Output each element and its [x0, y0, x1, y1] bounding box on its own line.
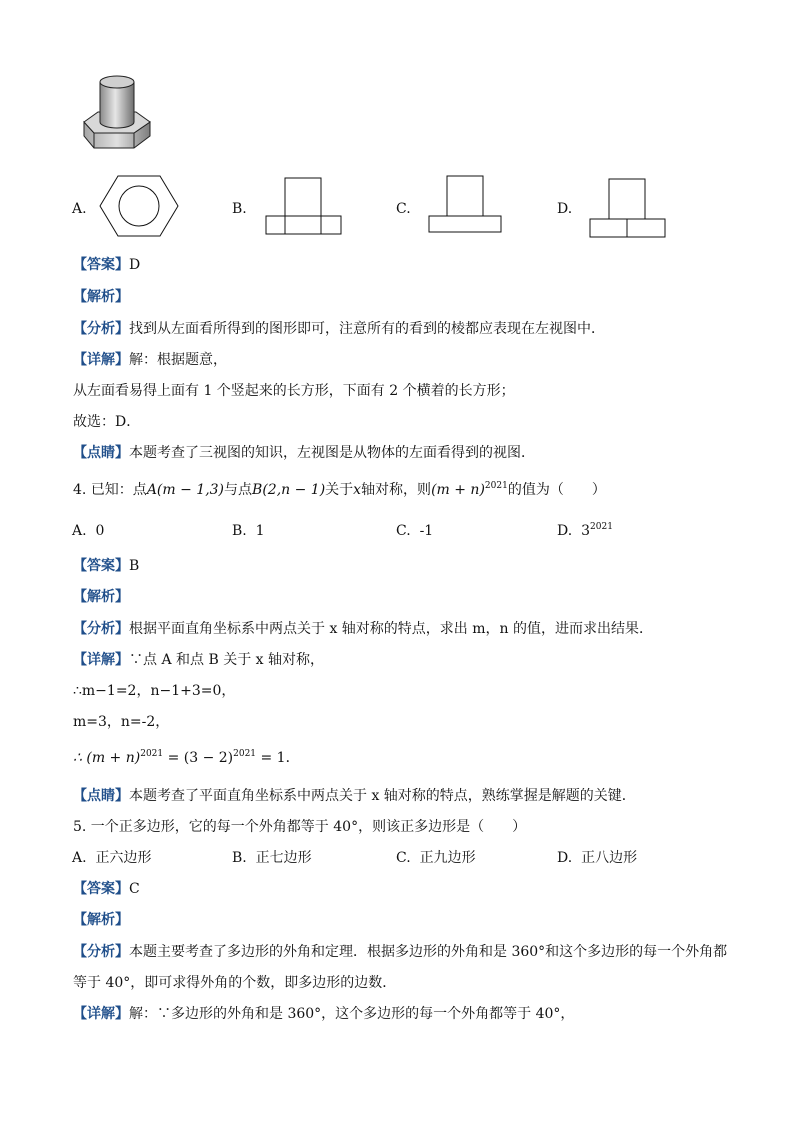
q5-stem: 5. 一个正多边形，它的每一个外角都等于 40°，则该正多边形是（ ） [73, 819, 527, 835]
q4-option-a-letter: A. [72, 523, 87, 539]
q4-option-d-value: 3 [581, 523, 591, 539]
dianjing-tag: 【点睛】 [73, 788, 129, 804]
q3-option-b-figure [265, 177, 343, 237]
q5-option-d-letter: D. [557, 850, 573, 866]
q4-step-3-mid: = (3 − 2) [163, 750, 234, 766]
fenxi-tag: 【分析】 [73, 321, 129, 337]
q4-stem [73, 481, 606, 499]
q5-option-b-value: 正七边形 [255, 850, 312, 866]
q4-step-2: m=3，n=-2， [73, 714, 170, 730]
xiangjie-tag: 【详解】 [73, 352, 129, 368]
q4-option-d-exponent: 2021 [590, 522, 613, 532]
answer-tag: 【答案】 [73, 881, 129, 897]
fenxi-text: 根据平面直角坐标系中两点关于 x 轴对称的特点，求出 m，n 的值，进而求出结果． [129, 621, 653, 637]
q5-answer-line [73, 880, 140, 898]
q4-jiexi-heading: 【解析】 [73, 589, 129, 605]
q4-point-a: A(m − 1,3) [146, 482, 225, 498]
q5-fenxi-line [73, 943, 727, 961]
q4-expression: (m + n) [431, 482, 485, 498]
q5-option-c-letter: C. [396, 850, 411, 866]
q5-option-a-letter: A. [72, 850, 87, 866]
solid-cylinder-on-hex-prism-figure [80, 72, 160, 157]
dianjing-tag: 【点睛】 [73, 445, 129, 461]
dianjing-text: 本题考查了平面直角坐标系中两点关于 x 轴对称的特点，熟练掌握是解题的关键． [129, 788, 636, 804]
q4-step-3-lhs: ∴ (m + n) [73, 750, 141, 766]
xiangjie-text: 解：∵多边形的外角和是 360°，这个多边形的每一个外角都等于 40°， [129, 1006, 575, 1022]
q4-number: 4. [73, 482, 87, 498]
q4-fenxi-line [73, 620, 653, 638]
q3-option-a-hexagon-figure [98, 174, 180, 238]
answer-value: B [129, 558, 140, 574]
q4-option-d-letter: D. [557, 523, 573, 539]
q4-point-b: B(2,n − 1) [252, 482, 326, 498]
q3-solution-line-1: 从左面看易得上面有 1 个竖起来的长方形，下面有 2 个横着的长方形； [73, 383, 515, 399]
q4-step-3-rhs: = 1． [256, 750, 300, 766]
q3-jiexi-heading: 【解析】 [73, 289, 129, 305]
q3-option-b-letter: B. [232, 201, 247, 217]
q3-solution-line-2: 故选：D． [73, 414, 141, 430]
q4-option-d [557, 522, 613, 540]
xiangjie-tag: 【详解】 [73, 1006, 129, 1022]
q5-option-b [232, 849, 312, 867]
q5-xiangjie-line [73, 1005, 574, 1023]
q5-option-a-value: 正六边形 [95, 850, 152, 866]
q4-stem-text-e: 的值为（ ） [507, 482, 606, 498]
q3-option-d-figure [589, 178, 667, 240]
q5-jiexi-heading: 【解析】 [73, 912, 129, 928]
dianjing-text: 本题考查了三视图的知识，左视图是从物体的左面看得到的视图． [129, 445, 535, 461]
q4-stem-text-d: 轴对称，则 [361, 482, 432, 498]
q4-answer-line [73, 557, 139, 575]
q4-axis: x [353, 482, 362, 498]
q3-fenxi-line [73, 320, 605, 338]
q3-xiangjie-line [73, 351, 227, 369]
q3-dianjing-line [73, 444, 535, 462]
answer-tag: 【答案】 [73, 558, 129, 574]
q5-option-b-letter: B. [232, 850, 247, 866]
q3-option-c-letter: C. [396, 201, 411, 217]
q3-option-d-letter: D. [557, 201, 573, 217]
fenxi-tag: 【分析】 [73, 944, 129, 960]
q4-step-3-exp-2: 2021 [233, 749, 257, 759]
q4-dianjing-line [73, 787, 636, 805]
q4-step-1: ∴m−1=2，n−1+3=0， [73, 683, 236, 699]
fenxi-text: 本题主要考查了多边形的外角和定理．根据多边形的外角和是 360°和这个多边形的每一个外角都 [129, 944, 728, 960]
q3-answer-line [73, 256, 140, 274]
fenxi-tag: 【分析】 [73, 621, 129, 637]
q3-option-a-letter: A. [72, 201, 87, 217]
q3-option-c-figure [428, 175, 504, 235]
xiangjie-text: 解：根据题意， [129, 352, 227, 368]
q4-option-c-value: -1 [419, 523, 434, 539]
answer-tag: 【答案】 [73, 257, 129, 273]
q4-step-3-exp-1: 2021 [140, 749, 164, 759]
q4-stem-text-c: 关于 [325, 482, 354, 498]
fenxi-text: 找到从左面看所得到的图形即可，注意所有的看到的棱都应表现在左视图中． [129, 321, 605, 337]
q4-stem-text-b: 与点 [224, 482, 253, 498]
answer-value: D [129, 257, 141, 273]
answer-value: C [129, 881, 140, 897]
q5-option-c [396, 849, 476, 867]
q5-fenxi-continuation: 等于 40°，即可求得外角的个数，即多边形的边数． [73, 975, 397, 991]
xiangjie-tag: 【详解】 [73, 652, 129, 668]
q4-option-a-value: 0 [95, 523, 105, 539]
q4-option-c [396, 522, 433, 540]
q4-option-b [232, 522, 265, 540]
xiangjie-text: ∵点 A 和点 B 关于 x 轴对称， [129, 652, 324, 668]
q4-step-3 [73, 749, 300, 767]
q5-option-a [72, 849, 151, 867]
q4-xiangjie-line [73, 651, 324, 669]
q5-option-d [557, 849, 637, 867]
q4-stem-text-a: 已知：点 [90, 482, 147, 498]
q5-option-c-value: 正九边形 [419, 850, 476, 866]
q4-option-c-letter: C. [396, 523, 411, 539]
q4-expression-exponent: 2021 [484, 481, 508, 491]
q4-option-a [72, 522, 104, 540]
q4-option-b-letter: B. [232, 523, 247, 539]
q4-option-b-value: 1 [255, 523, 265, 539]
q5-option-d-value: 正八边形 [581, 850, 638, 866]
